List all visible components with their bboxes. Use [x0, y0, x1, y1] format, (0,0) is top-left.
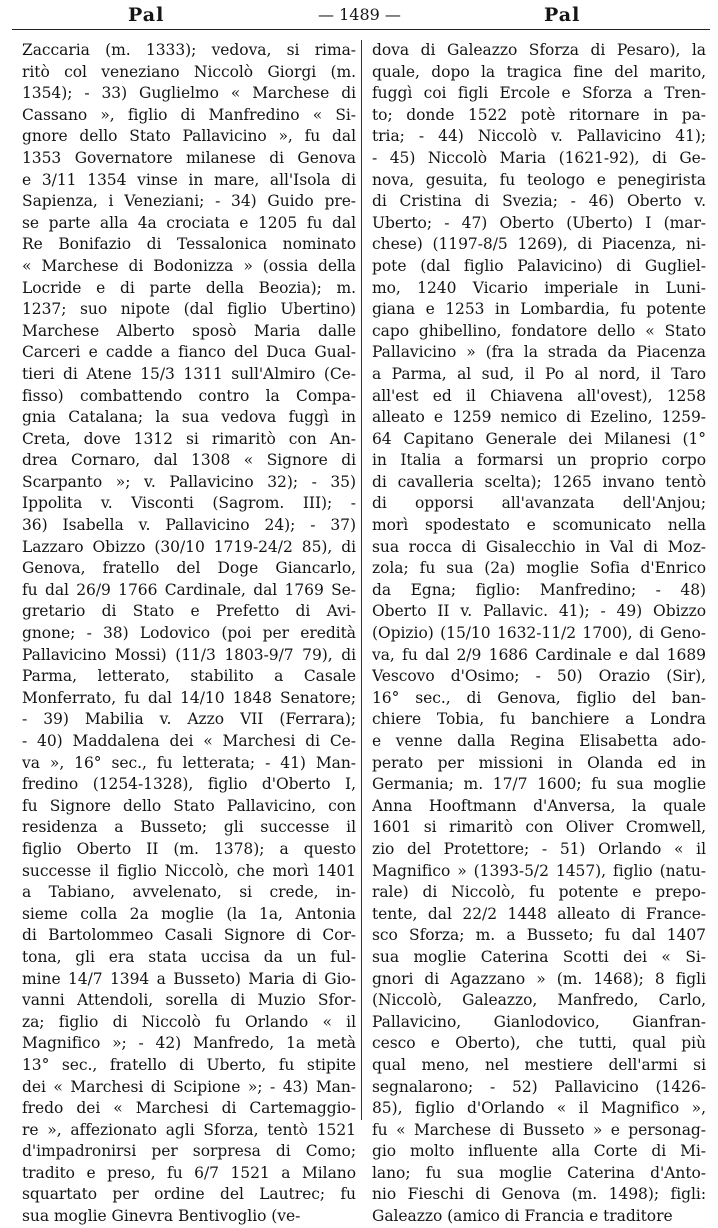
text-line: gnori di Agazzano » (m. 1468); 8 figli: [372, 969, 706, 988]
header-rule: [12, 29, 710, 30]
text-line: figlio Oberto II (m. 1378); a questo: [22, 839, 356, 858]
text-line: fredo dei « Marchesi di Cartemaggio-: [22, 1099, 356, 1118]
text-line: zola; fu sua (2a) moglie Sofia d'Enrico: [372, 559, 706, 578]
running-header: [0, 2, 718, 26]
text-line: Oberto II v. Pallavic. 41); - 49) Obizzo: [372, 602, 706, 621]
text-line: 1353 Governatore milanese di Genova: [22, 148, 356, 167]
text-line: Galeazzo (amico di Francia e traditore: [372, 1207, 673, 1226]
text-line: nova, gesuita, fu teologo e penegirista: [372, 170, 706, 189]
text-line: Parma, letterato, stabilito a Casale: [22, 667, 356, 686]
text-line: segnalarono; - 52) Pallavicino (1426-: [372, 1077, 706, 1096]
text-line: fu dal 26/9 1766 Cardinale, dal 1769 Se-: [22, 580, 356, 599]
text-line: - 40) Maddalena dei « Marchesi di Ce-: [22, 732, 356, 750]
text-line: (Opizio) (15/10 1632-11/2 1700), di Geno-: [372, 624, 706, 643]
text-line: Pallavicino Mossi) (11/3 1803-9/7 79), di: [22, 645, 356, 664]
column-divider: [361, 40, 362, 1120]
text-line: a Parma, al sud, il Po al nord, il Taro: [372, 364, 706, 383]
text-line: gretario di Stato e Prefetto di Avi-: [22, 602, 356, 621]
right-column: [372, 40, 706, 1228]
text-line: sua moglie Caterina Scotti dei « Si-: [372, 947, 706, 966]
text-line: - 45) Niccolò Maria (1621-92), di Ge-: [372, 148, 706, 167]
text-line: 16° sec., di Genova, figlio del ban-: [372, 688, 706, 707]
text-line: za; figlio di Niccolò fu Orlando « il: [22, 1012, 356, 1031]
text-line: fu Signore dello Stato Pallavicino, con: [22, 796, 356, 815]
header-right-keyword: Pal: [544, 4, 581, 26]
text-line: rale) di Niccolò, fu potente e prepo-: [372, 883, 706, 902]
text-line: Anna Hooftmann d'Anversa, la quale: [372, 796, 706, 815]
text-line: chiere Tobia, fu banchiere a Londra: [372, 710, 706, 729]
text-line: Magnifico »; - 42) Manfredo, 1a metà: [22, 1034, 356, 1053]
text-line: a Tabiano, avvelenato, si crede, in-: [22, 883, 356, 902]
text-line: Carceri e cadde a fianco del Duca Gual-: [22, 343, 356, 362]
text-line: sieme colla 2a moglie (la 1a, Antonia: [22, 904, 356, 923]
text-line: mine 14/7 1394 a Busseto) Maria di Gio-: [22, 969, 356, 988]
text-line: Ippolita v. Visconti (Sagrom. III); -: [22, 494, 356, 513]
text-line: zio del Protettore; - 51) Orlando « il: [372, 839, 706, 858]
text-line: fisso) combattendo contro la Compa-: [22, 386, 356, 405]
text-line: 36) Isabella v. Pallavicino 24); - 37): [22, 516, 356, 535]
text-line: ritò col veneziano Niccolò Giorgi (m.: [22, 62, 356, 81]
text-line: Pallavicino, Gianlodovico, Gianfran-: [372, 1012, 706, 1031]
text-line: Cassano », figlio di Manfredino « Si-: [22, 105, 356, 124]
text-line: quale, dopo la tragica fine del marito,: [372, 62, 706, 81]
text-line: fredino (1254-1328), figlio d'Oberto I,: [22, 775, 356, 794]
text-line: giana e 1253 in Lombardia, fu potente: [372, 300, 706, 319]
text-line: sco Sforza; m. a Busseto; fu dal 1407: [372, 926, 706, 945]
text-line: Magnifico » (1393-5/2 1457), figlio (natu-: [372, 861, 706, 880]
text-line: - 39) Mabilia v. Azzo VII (Ferrara);: [22, 710, 356, 729]
text-line: da Egna; figlio: Manfredino; - 48): [372, 580, 706, 599]
text-line: Zaccaria (m. 1333); vedova, si rima-: [22, 41, 356, 59]
text-line: Re Bonifazio di Tessalonica nominato: [22, 235, 356, 254]
text-line: to; donde 1522 potè ritornare in pa-: [372, 105, 706, 124]
text-line: gio molto influente alla Corte di Mi-: [372, 1142, 706, 1161]
text-line: pote (dal figlio Palavicino) di Gugliel-: [372, 256, 706, 275]
text-line: Scarpanto »; v. Pallavicino 32); - 35): [22, 472, 356, 491]
text-line: gnia Catalana; la sua vedova fuggì in: [22, 408, 356, 427]
text-line: (Niccolò, Galeazzo, Manfredo, Carlo,: [372, 991, 706, 1010]
text-line: in Italia a formarsi un proprio corpo: [372, 451, 706, 470]
text-line: nio Fieschi di Genova (m. 1498); figli:: [372, 1185, 706, 1204]
text-line: Lazzaro Obizzo (30/10 1719-24/2 85), di: [22, 537, 356, 556]
text-line: Marchese Alberto sposò Maria dalle: [22, 321, 356, 340]
text-line: gnore dello Stato Pallavicino », fu dal: [22, 127, 356, 146]
text-line: 1601 si rimaritò con Oliver Cromwell,: [372, 818, 706, 837]
text-line: all'est ed il Chiavena all'ovest), 1258: [372, 386, 706, 405]
text-line: sua rocca di Gisalecchio in Val di Moz-: [372, 537, 706, 556]
text-line: e venne dalla Regina Elisabetta ado-: [372, 732, 706, 750]
text-line: Vescovo d'Osimo; - 50) Orazio (Sir),: [372, 667, 706, 686]
text-line: Sapienza, i Veneziani; - 34) Guido pre-: [22, 192, 356, 211]
text-line: sua moglie Ginevra Bentivoglio (ve-: [22, 1207, 301, 1226]
text-line: Uberto; - 47) Oberto (Uberto) I (mar-: [372, 213, 706, 232]
text-line: di opporsi all'avanzata dell'Anjou;: [372, 494, 706, 513]
text-line: 64 Capitano Generale dei Milanesi (1°: [372, 429, 706, 448]
text-line: gnone; - 38) Lodovico (poi per eredità: [22, 624, 356, 643]
text-line: chese) (1197-8/5 1269), di Piacenza, ni-: [372, 235, 706, 254]
text-line: fuggì coi figli Ercole e Sforza a Tren-: [372, 84, 706, 103]
text-line: dei « Marchesi di Scipione »; - 43) Man-: [22, 1077, 356, 1096]
text-line: capo ghibellino, fondatore dello « Stato: [372, 321, 706, 340]
text-line: drea Cornaro, dal 1308 « Signore di: [22, 451, 356, 470]
text-line: « Marchese di Bodonizza » (ossia della: [22, 256, 356, 275]
left-column: [22, 40, 356, 1228]
header-left-keyword: Pal: [128, 4, 165, 26]
text-line: tria; - 44) Niccolò v. Pallavicino 41);: [372, 127, 706, 146]
text-line: va », 16° sec., fu letterata; - 41) Man-: [22, 753, 356, 772]
text-line: residenza a Busseto; gli successe il: [22, 818, 356, 837]
text-line: perato per missioni in Olanda ed in: [372, 753, 706, 772]
text-line: Monferrato, fu dal 14/10 1848 Senatore;: [22, 688, 356, 707]
text-line: se parte alla 4a crociata e 1205 fu dal: [22, 213, 356, 232]
text-line: alleato e 1259 nemico di Ezelino, 1259-: [372, 408, 706, 427]
text-line: 13° sec., fratello di Uberto, fu stipite: [22, 1055, 356, 1074]
text-line: tieri di Atene 15/3 1311 sull'Almiro (Ce-: [22, 364, 356, 383]
text-line: va, fu dal 2/9 1686 Cardinale e dal 1689: [372, 645, 706, 664]
text-line: fu « Marchese di Busseto » e personag-: [372, 1120, 706, 1139]
text-line: di Cristina di Svezia; - 46) Oberto v.: [372, 192, 706, 211]
text-line: tente, dal 22/2 1448 alleato di France-: [372, 904, 706, 923]
text-line: di cavalleria scelta); 1265 invano tentò: [372, 472, 706, 491]
text-line: di Bartolommeo Casali Signore di Cor-: [22, 926, 356, 945]
text-line: Germania; m. 17/7 1600; fu sua moglie: [372, 775, 706, 794]
text-line: successe il figlio Niccolò, che morì 1401: [22, 861, 356, 880]
text-line: lano; fu sua moglie Caterina d'Anto-: [372, 1163, 706, 1182]
text-line: vanni Attendoli, sorella di Muzio Sfor-: [22, 991, 356, 1010]
text-line: d'impadronirsi per sorpresa di Como;: [22, 1142, 356, 1161]
page-number: — 1489 —: [318, 5, 401, 24]
text-line: cesco e Oberto), che tutti, qual più: [372, 1034, 706, 1053]
text-line: 85), figlio d'Orlando « il Magnifico »,: [372, 1099, 706, 1118]
text-line: 1237; suo nipote (dal figlio Ubertino): [22, 300, 356, 319]
text-line: dova di Galeazzo Sforza di Pesaro), la: [372, 41, 706, 59]
text-line: Genova, fratello del Doge Giancarlo,: [22, 559, 356, 578]
text-line: squartato per ordine del Lautrec; fu: [22, 1185, 356, 1204]
text-line: qual meno, nel mestiere dell'armi si: [372, 1055, 706, 1074]
text-line: mo, 1240 Vicario imperiale in Luni-: [372, 278, 706, 297]
text-line: Creta, dove 1312 si rimaritò con An-: [22, 429, 356, 448]
text-line: re », affezionato agli Sforza, tentò 1521: [22, 1120, 356, 1139]
text-line: 1354); - 33) Guglielmo « Marchese di: [22, 84, 356, 103]
text-line: morì spodestato e scomunicato nella: [372, 516, 706, 535]
text-line: tradito e preso, fu 6/7 1521 a Milano: [22, 1163, 356, 1182]
text-line: tona, gli era stata uccisa da un ful-: [22, 947, 356, 966]
text-line: e 3/11 1354 vinse in mare, all'Isola di: [22, 170, 356, 189]
text-line: Locride e di parte della Beozia); m.: [22, 278, 356, 297]
text-line: Pallavicino » (fra la strada da Piacenza: [372, 343, 706, 362]
